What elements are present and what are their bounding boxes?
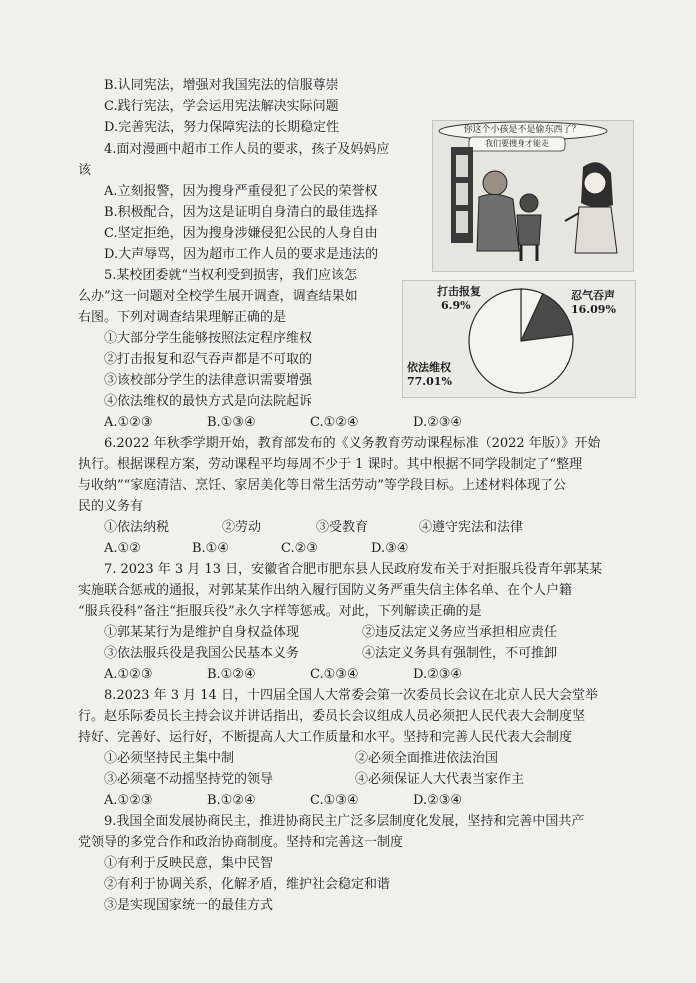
pie-label-legal: 依法维权 — [407, 361, 451, 374]
pie-label-retaliate: 打击报复 — [437, 285, 481, 298]
q6-stem-line-2: 执行。根据课程方案，劳动课程平均每周不少于 1 课时。其中根据不同学段制定了“整理 — [78, 457, 583, 472]
q6-stem-line-4: 民的义务有 — [78, 499, 144, 514]
q6-item-1: ①依法纳税 — [104, 520, 170, 535]
q5-stem-cont-2: 右图。下列对调查结果理解正确的是 — [78, 310, 287, 325]
q8-stem-line-2: 行。赵乐际委员长主持会议并讲话指出，委员长会议组成人员必须把人民代表大会制度坚 — [78, 709, 586, 724]
q4-option-a: A.立刻报警，因为搜身严重侵犯了公民的荣誉权 — [104, 184, 378, 199]
q6-answer-c: C.②③ — [281, 541, 318, 556]
q9-item-2: ②有利于协调关系，化解矛盾，维护社会稳定和谐 — [104, 877, 391, 892]
pie-value-legal: 77.01% — [407, 375, 452, 388]
q5-answer-b: B.①③④ — [207, 415, 256, 430]
q9-item-1: ①有利于反映民意，集中民智 — [104, 856, 274, 871]
q8-stem-line-3: 持好、完善好、运行好，不断提高人大工作质量和水平。坚持和完善人民代表大会制度 — [78, 730, 573, 745]
q8-answer-a: A.①②③ — [104, 793, 153, 808]
pie-value-endure: 16.09% — [571, 303, 616, 316]
q3-option-d: D.完善宪法，努力保障宪法的长期稳定性 — [104, 120, 340, 135]
q8-item-2: ②必须全面推进依法治国 — [355, 751, 499, 766]
q8-answer-b: B.①②④ — [207, 793, 256, 808]
q7-stem-line-3: “服兵役科”备注“拒服兵役”永久字样等惩戒。对此，下列解读正确的是 — [78, 604, 482, 619]
q7-item-4: ④法定义务具有强制性，不可推卸 — [362, 646, 558, 661]
q8-item-4: ④必须保证人大代表当家作主 — [355, 772, 525, 787]
q8-stem-line-1: 8.2023 年 3 月 14 日，十四届全国人大常委会第一次委员长会议在北京人民大会堂举 — [104, 688, 598, 703]
q6-item-2: ②劳动 — [222, 520, 262, 535]
q6-stem-line-1: 6.2022 年秋季学期开始，教育部发布的《义务教育劳动课程标准（2022 年版）》开始 — [104, 436, 601, 451]
q8-answer-c: C.①③④ — [310, 793, 359, 808]
q5-item-3: ③该校部分学生的法律意识需要增强 — [104, 373, 313, 388]
pie-label-endure: 忍气吞声 — [571, 289, 615, 302]
q5-answer-a: A.①②③ — [104, 415, 153, 430]
q3-option-b: B.认同宪法，增强对我国宪法的信服尊崇 — [104, 78, 339, 93]
supermarket-cartoon — [432, 120, 634, 272]
q7-item-1: ①郭某某行为是维护自身权益体现 — [104, 625, 300, 640]
q7-item-3: ③依法服兵役是我国公民基本义务 — [104, 646, 300, 661]
q8-answer-d: D.②③④ — [413, 793, 463, 808]
q3-option-c: C.践行宪法，学会运用宪法解决实际问题 — [104, 99, 339, 114]
q8-item-3: ③必须毫不动摇坚持党的领导 — [104, 772, 274, 787]
q7-answer-d: D.②③④ — [413, 667, 463, 682]
pie-value-retaliate: 6.9% — [441, 299, 471, 312]
q5-stem-cont-1: 么办”这一问题对全校学生展开调查，调查结果如 — [78, 289, 358, 304]
cartoon-caption-text: 我们要搜身才能走 — [485, 139, 549, 148]
q5-item-4: ④依法维权的最快方式是向法院起诉 — [104, 394, 313, 409]
q4-option-b: B.积极配合，因为这是证明自身清白的最佳选择 — [104, 205, 378, 220]
q9-stem-line-1: 9.我国全面发展协商民主，推进协商民主广泛多层制度化发展，坚持和完善中国共产 — [104, 814, 585, 829]
q7-item-2: ②违反法定义务应当承担相应责任 — [362, 625, 558, 640]
survey-pie-chart — [402, 280, 636, 398]
q5-item-2: ②打击报复和忍气吞声都是不可取的 — [104, 352, 313, 367]
q8-item-1: ①必须坚持民主集中制 — [104, 751, 235, 766]
q7-stem-line-1: 7. 2023 年 3 月 13 日，安徽省合肥市肥东县人民政府发布关于对拒服兵役青年郭某某 — [104, 562, 603, 577]
q7-answer-a: A.①②③ — [104, 667, 153, 682]
q4-stem: 4.面对漫画中超市工作人员的要求，孩子及妈妈应 — [104, 142, 390, 157]
q6-answer-d: D.③④ — [371, 541, 409, 556]
q4-stem-cont: 该 — [78, 163, 92, 178]
q5-item-1: ①大部分学生能够按照法定程序维权 — [104, 331, 313, 346]
q7-answer-b: B.①②④ — [207, 667, 256, 682]
q7-stem-line-2: 实施联合惩戒的通报，对郭某某作出纳入履行国防义务严重失信主体名单、在个人户籍 — [78, 583, 573, 598]
q4-option-d: D.大声辱骂，因为超市工作人员的要求是违法的 — [104, 247, 379, 262]
q5-answer-d: D.②③④ — [413, 415, 463, 430]
q6-item-4: ④遵守宪法和法律 — [419, 520, 524, 535]
q5-answer-c: C.①②④ — [310, 415, 359, 430]
q9-stem-line-2: 党领导的多党合作和政治协商制度。坚持和完善这一制度 — [78, 835, 404, 850]
q6-answer-a: A.①② — [104, 541, 141, 556]
q4-option-c: C.坚定拒绝，因为搜身涉嫌侵犯公民的人身自由 — [104, 226, 378, 241]
cartoon-bubble-text: 你这个小孩是不是偷东西了？ — [463, 125, 581, 135]
q6-item-3: ③受教育 — [316, 520, 369, 535]
q5-stem: 5.某校团委就“当权利受到损害，我们应该怎 — [104, 268, 358, 283]
q9-item-3: ③是实现国家统一的最佳方式 — [104, 898, 274, 913]
q7-answer-c: C.①③④ — [310, 667, 359, 682]
q6-answer-b: B.①④ — [192, 541, 229, 556]
q6-stem-line-3: 与收纳”“家庭清洁、烹饪、家居美化等日常生活劳动”等学段目标。上述材料体现了公 — [78, 478, 566, 493]
